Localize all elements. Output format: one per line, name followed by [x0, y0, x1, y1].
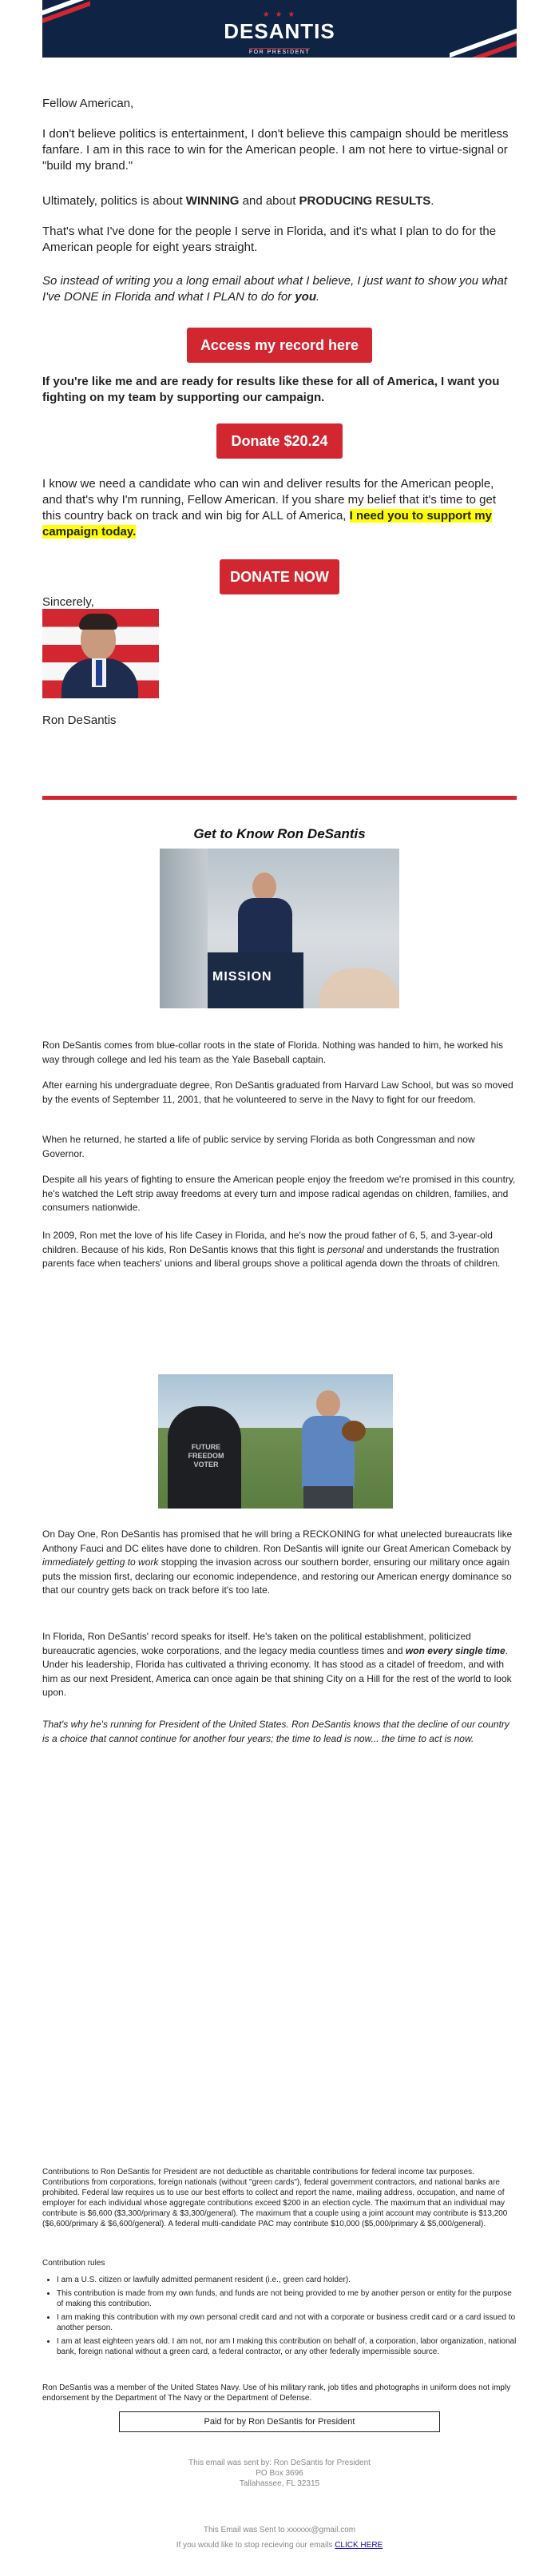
rule-item: • I am at least eighteen years old. I am not, nor am I making this contribution on behalf of, a corporation, labor organization, national bank, foreign national without a green card, a federal contractor, or any other federally impermissible source.: [57, 2336, 517, 2357]
unsubscribe-link[interactable]: CLICK HERE: [335, 2541, 383, 2550]
donate-now-button[interactable]: DONATE NOW: [220, 559, 339, 594]
greeting: Fellow American,: [42, 97, 134, 110]
producing-results-text: PRODUCING RESULTS: [299, 194, 431, 208]
candidate-head: [316, 1390, 340, 1417]
rule-item: • I am making this contribution with my own personal credit card and not with a corporate or business credit card or a card issued to another person.: [57, 2312, 517, 2333]
sent-to: This Email was Sent to xxxxxx@gmail.com: [203, 2526, 356, 2534]
bio-paragraph: [42, 1229, 517, 1271]
letter-paragraph: [42, 476, 517, 540]
candidate-headshot-photo: [42, 609, 159, 698]
footer-sender-block: [0, 2458, 559, 2489]
logo-brand: DESANTIS: [224, 19, 335, 43]
letter-greeting-block: [42, 96, 517, 112]
disclaimer-text: Contributions to Ron DeSantis for President are not deductible as charitable contributions for federal income tax purposes. Contributions from corporations, foreign nationals (without "green cards"), federal government contractors, and national banks are prohibited. Federal law requires us to use our best efforts to collect and report the name, mailing address, occupation, and name of employer for each individual whose aggregate contributions exceed $200 in an election cycle. The maximum that an individual may contribute is $6,600 ($3,300/primary & $3,300/general). The maximum that a couple using a joint account may contribute is $13,200 ($6,600/primary & $6,600/general). A federal multi-candidate PAC may contribute $10,000 ($5,000/primary & $5,000/general).: [42, 2168, 508, 2228]
po-box: PO Box 3696: [256, 2469, 303, 2478]
photo-backdrop: [160, 849, 208, 1008]
letter-paragraph: [42, 374, 517, 406]
signoff-block: [42, 594, 517, 610]
flag-stars-icon: ★ ★ ★: [262, 10, 297, 19]
unsubscribe-line: If you would like to stop recieving our emails CLICK HERE: [176, 2541, 383, 2550]
bio-heading: Get to Know Ron DeSantis: [193, 826, 366, 841]
signature-block: [42, 713, 517, 729]
access-record-button[interactable]: Access my record here: [187, 328, 372, 363]
rule-item: • I am a U.S. citizen or lawfully admitted permanent resident (i.e., green card holder).: [57, 2275, 517, 2285]
baseball-field-photo: [158, 1374, 393, 1509]
headshot-hair: [79, 614, 117, 630]
letter-paragraph: [42, 126, 517, 174]
podium-sign-text: MISSION: [212, 970, 272, 984]
rule-item: • This contribution is made from my own funds, and funds are not being provided to me by another person or entity for the purpose of making this contribution.: [57, 2288, 517, 2309]
podium-speech-photo: [160, 849, 399, 1008]
email-header-banner: [42, 0, 517, 58]
rules-list: [42, 2275, 517, 2357]
winning-text: WINNING: [185, 194, 240, 208]
bio-paragraph: [42, 1039, 517, 1067]
bio-p2: After earning his undergraduate degree, Ron DeSantis graduated from Harvard Law School, but was so moved by the events of September 11, 2001, that he volunteered to serve in the Navy to fight for our freedom.: [42, 1079, 513, 1105]
letter-p1: I don't believe politics is entertainment, I don't believe this campaign should be meritless fanfare. I am in this race to win for the American people. I am not here to virtue-signal or "build my brand.": [42, 127, 509, 173]
speaker-head: [252, 873, 276, 901]
bio-paragraph: [42, 1173, 517, 1215]
bio-p8: That's why he's running for President of the United States. Ron DeSantis knows that the decline of our country is a choice that cannot continue for another four years; the time to lead is now... the time to act is now.: [42, 1719, 509, 1744]
letter-p5: If you're like me and are ready for results like these for all of America, I want you fighting on my team by supporting our campaign.: [42, 375, 500, 404]
logo-tagline: FOR PRESIDENT: [248, 50, 311, 55]
photo-crowd-blur: [319, 968, 399, 1008]
bio-p3: When he returned, he started a life of public service by serving Florida as both Congressman and now Governor.: [42, 1134, 475, 1159]
bio-paragraph: [42, 1528, 517, 1598]
letter-paragraph: [42, 273, 517, 305]
navy-note: [42, 2383, 517, 2403]
baseball-glove: [342, 1421, 366, 1441]
letter-paragraph: [42, 193, 517, 209]
letter-p6: I know we need a candidate who can win and deliver results for the American people, and that's why I'm running, Fellow American. If you share my belief that it's time to get this country back on track and win big for ALL of America, I need you to support my campaign today.: [42, 477, 497, 539]
letter-p4: So instead of writing you a long email about what I believe, I just want to show you what I've DONE in Florida and what I PLAN to do for you.: [42, 274, 507, 304]
bio-p7: In Florida, Ron DeSantis' record speaks for itself. He's taken on the political establishment, politicized bureaucratic agencies, woke corporations, and the legacy media countless times and won every single time. Under his leadership, Florida has cultivated a thriving economy. It has stood as a citadel of freedom, and with him as our next President, America can once again be that shining City on a Hill for the rest of the world to look upon.: [42, 1631, 512, 1698]
won-every-time-text: won every single time: [405, 1644, 505, 1656]
donate-amount-button[interactable]: Donate $20.24: [216, 423, 343, 459]
bio-p6: On Day One, Ron DeSantis has promised that he will bring a RECKONING for what unelected bureaucrats like Anthony Fauci and DC elites have done to children. Ron DeSantis will ignite our Great American Comeback by immediately getting to work stopping the invasion across our southern border, ensuring our military once again puts the mission first, declaring our economic independence, and restoring our American energy dominance so that our country gets back on track before it's too late.: [42, 1529, 513, 1596]
you-text: you: [295, 290, 317, 304]
bio-p4: Despite all his years of fighting to ensure the American people enjoy the freedom we're promised in this country, he's watched the Left strip away freedoms at every turn and impose radical agendas on children, families, and consumers nationwide.: [42, 1174, 516, 1213]
headshot-tie: [96, 660, 102, 686]
navy-note-text: Ron DeSantis was a member of the United States Navy. Use of his military rank, job titles and photographs in uniform does not imply endorsement by the Department of The Navy or the Department of Defense.: [42, 2383, 511, 2403]
section-divider: [42, 796, 517, 800]
child-shirt-text: FUTURE FREEDOM VOTER: [188, 1443, 224, 1469]
letter-p2: Ultimately, politics is about WINNING and about PRODUCING RESULTS.: [42, 194, 434, 208]
footer-recipient-block: [0, 2525, 559, 2550]
bio-paragraph: [42, 1079, 517, 1107]
bio-paragraph: [42, 1630, 517, 1700]
rules-title: Contribution rules: [42, 2259, 105, 2268]
bio-p5: In 2009, Ron met the love of his life Casey in Florida, and he's now the proud father of 6, 5, and 3-year-old children. Because of his kids, Ron DeSantis knows that this fight is personal and understands the frustration parents face when teachers' unions and liberal groups shove a political agenda down the throats of children.: [42, 1230, 501, 1269]
support-highlight: I need you to support my campaign today.: [42, 509, 492, 539]
signature: Ron DeSantis: [42, 714, 117, 727]
personal-text: personal: [327, 1243, 364, 1255]
bio-paragraph: [42, 1718, 517, 1746]
candidate-pants: [303, 1486, 353, 1509]
city-zip: Tallahassee, FL 32315: [239, 2479, 320, 2488]
immediately-text: immediately getting to work: [42, 1556, 159, 1568]
letter-p3: That's what I've done for the people I serve in Florida, and it's what I plan to do for the American people for eight years straight.: [42, 225, 497, 254]
letter-paragraph: [42, 224, 517, 256]
bio-paragraph: [42, 1133, 517, 1161]
desantis-logo[interactable]: [42, 11, 517, 58]
signoff: Sincerely,: [42, 595, 94, 609]
bio-p1: Ron DeSantis comes from blue-collar roots in the state of Florida. Nothing was handed to him, he worked his way through college and led his team as the Yale Baseball captain.: [42, 1040, 503, 1065]
sent-by: This email was sent by: Ron DeSantis for President: [188, 2459, 371, 2467]
contribution-rules: [42, 2258, 517, 2360]
paid-for-box: Paid for by Ron DeSantis for President: [119, 2411, 440, 2432]
legal-disclaimer: [42, 2167, 517, 2229]
